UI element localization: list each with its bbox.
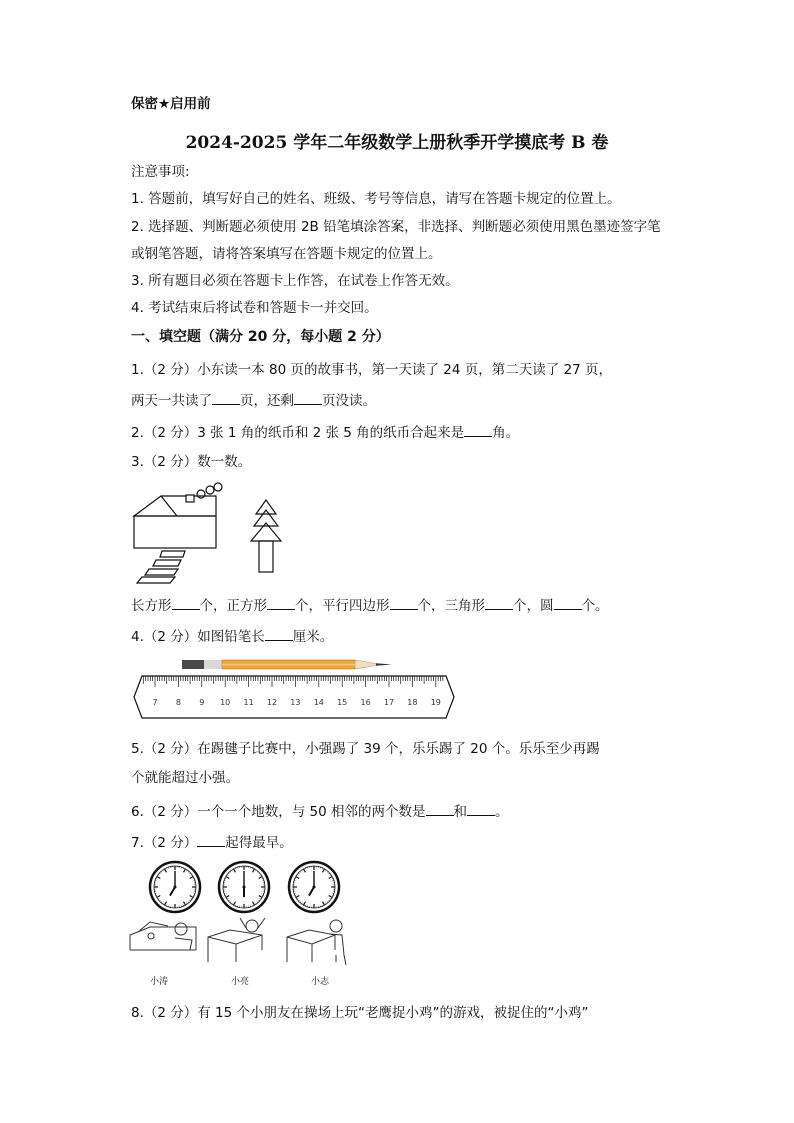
question-6-end: 。 — [495, 804, 509, 820]
question-6-text: 6.（2 分）一个一个地数，与 50 相邻的两个数是 — [131, 804, 426, 820]
bed-2 — [208, 918, 265, 962]
page-title: 2024-2025 学年二年级数学上册秋季开学摸底考 B 卷 — [185, 133, 609, 153]
question-5-line-2: 个就能超过小强。 — [131, 770, 239, 786]
ruler-label: 14 — [313, 698, 324, 707]
confidential-mark: 保密★启用前 — [131, 96, 211, 112]
question-1-text-a: 两天一共读了 — [131, 393, 212, 409]
label-rectangle: 长方形 — [131, 598, 172, 614]
name-label-3: 小志 — [311, 977, 330, 987]
name-label-2: 小亮 — [231, 977, 250, 987]
notice-heading: 注意事项: — [131, 164, 190, 180]
question-3: 3.（2 分）数一数。 — [131, 454, 252, 470]
clock-icon — [150, 862, 200, 912]
clock-icon — [289, 862, 339, 912]
label-parallelogram: 个，平行四边形 — [295, 598, 390, 614]
ruler-label: 17 — [383, 698, 395, 707]
question-4-unit: 厘米。 — [292, 629, 334, 645]
question-7-end: 起得最早。 — [225, 835, 293, 851]
notice-item-3: 3. 所有题目必须在答题卡上作答，在试卷上作答无效。 — [131, 273, 459, 289]
notice-item-2-cont: 或钢笔答题，请将答案填写在答题卡规定的位置上。 — [131, 246, 442, 262]
ruler-label: 19 — [430, 698, 441, 707]
clock-icon — [219, 862, 269, 912]
ruler-label: 8 — [175, 698, 181, 707]
question-7-text: 7.（2 分） — [131, 835, 198, 851]
question-2-unit: 角。 — [492, 425, 520, 441]
bed-3 — [287, 920, 346, 965]
ruler-label: 18 — [407, 698, 418, 707]
ruler-label: 11 — [243, 698, 254, 707]
label-end: 个。 — [581, 598, 609, 614]
question-4-text: 4.（2 分）如图铅笔长 — [131, 629, 265, 645]
name-label-1: 小涛 — [150, 977, 169, 987]
notice-item-4: 4. 考试结束后将试卷和答题卡一并交回。 — [131, 300, 378, 316]
ruler-label: 16 — [360, 698, 371, 707]
question-1-line-1: 1.（2 分）小东读一本 80 页的故事书，第一天读了 24 页，第二天读了 27 页， — [131, 362, 613, 378]
bed-1 — [130, 922, 196, 950]
question-6-and: 和 — [453, 804, 468, 820]
ruler-label: 13 — [290, 698, 301, 707]
question-8-line-1: 8.（2 分）有 15 个小朋友在操场上玩“老鹰捉小鸡”的游戏，被捉住的“小鸡” — [131, 1005, 589, 1021]
question-2-text: 2.（2 分）3 张 1 角的纸币和 2 张 5 角的纸币合起来是 — [131, 425, 465, 441]
question-5-line-1: 5.（2 分）在踢毽子比赛中，小强踢了 39 个，乐乐踢了 20 个。乐乐至少再踢 — [131, 741, 600, 757]
clock-center — [313, 886, 316, 889]
question-1-text-b: 页，还剩 — [240, 393, 294, 409]
notice-item-1: 1. 答题前，填写好自己的姓名、班级、考号等信息，请写在答题卡规定的位置上。 — [131, 191, 621, 207]
ruler-label: 7 — [152, 698, 158, 707]
ruler-label: 15 — [337, 698, 348, 707]
ruler-label: 12 — [266, 698, 278, 707]
section-heading: 一、填空题（满分 20 分，每小题 2 分） — [131, 329, 390, 345]
notice-item-2: 2. 选择题、判断题必须使用 2B 铅笔填涂答案，非选择、判断题必须使用黑色墨迹签字笔 — [131, 219, 661, 235]
ruler-label: 10 — [220, 698, 231, 707]
ruler-label: 9 — [199, 698, 205, 707]
label-triangle: 个，三角形 — [417, 598, 485, 614]
label-square: 个，正方形 — [199, 598, 267, 614]
label-circle: 个，圆 — [513, 598, 554, 614]
clock-center — [174, 886, 177, 889]
clock-center — [243, 886, 246, 889]
question-1-text-c: 页没读。 — [322, 393, 376, 409]
